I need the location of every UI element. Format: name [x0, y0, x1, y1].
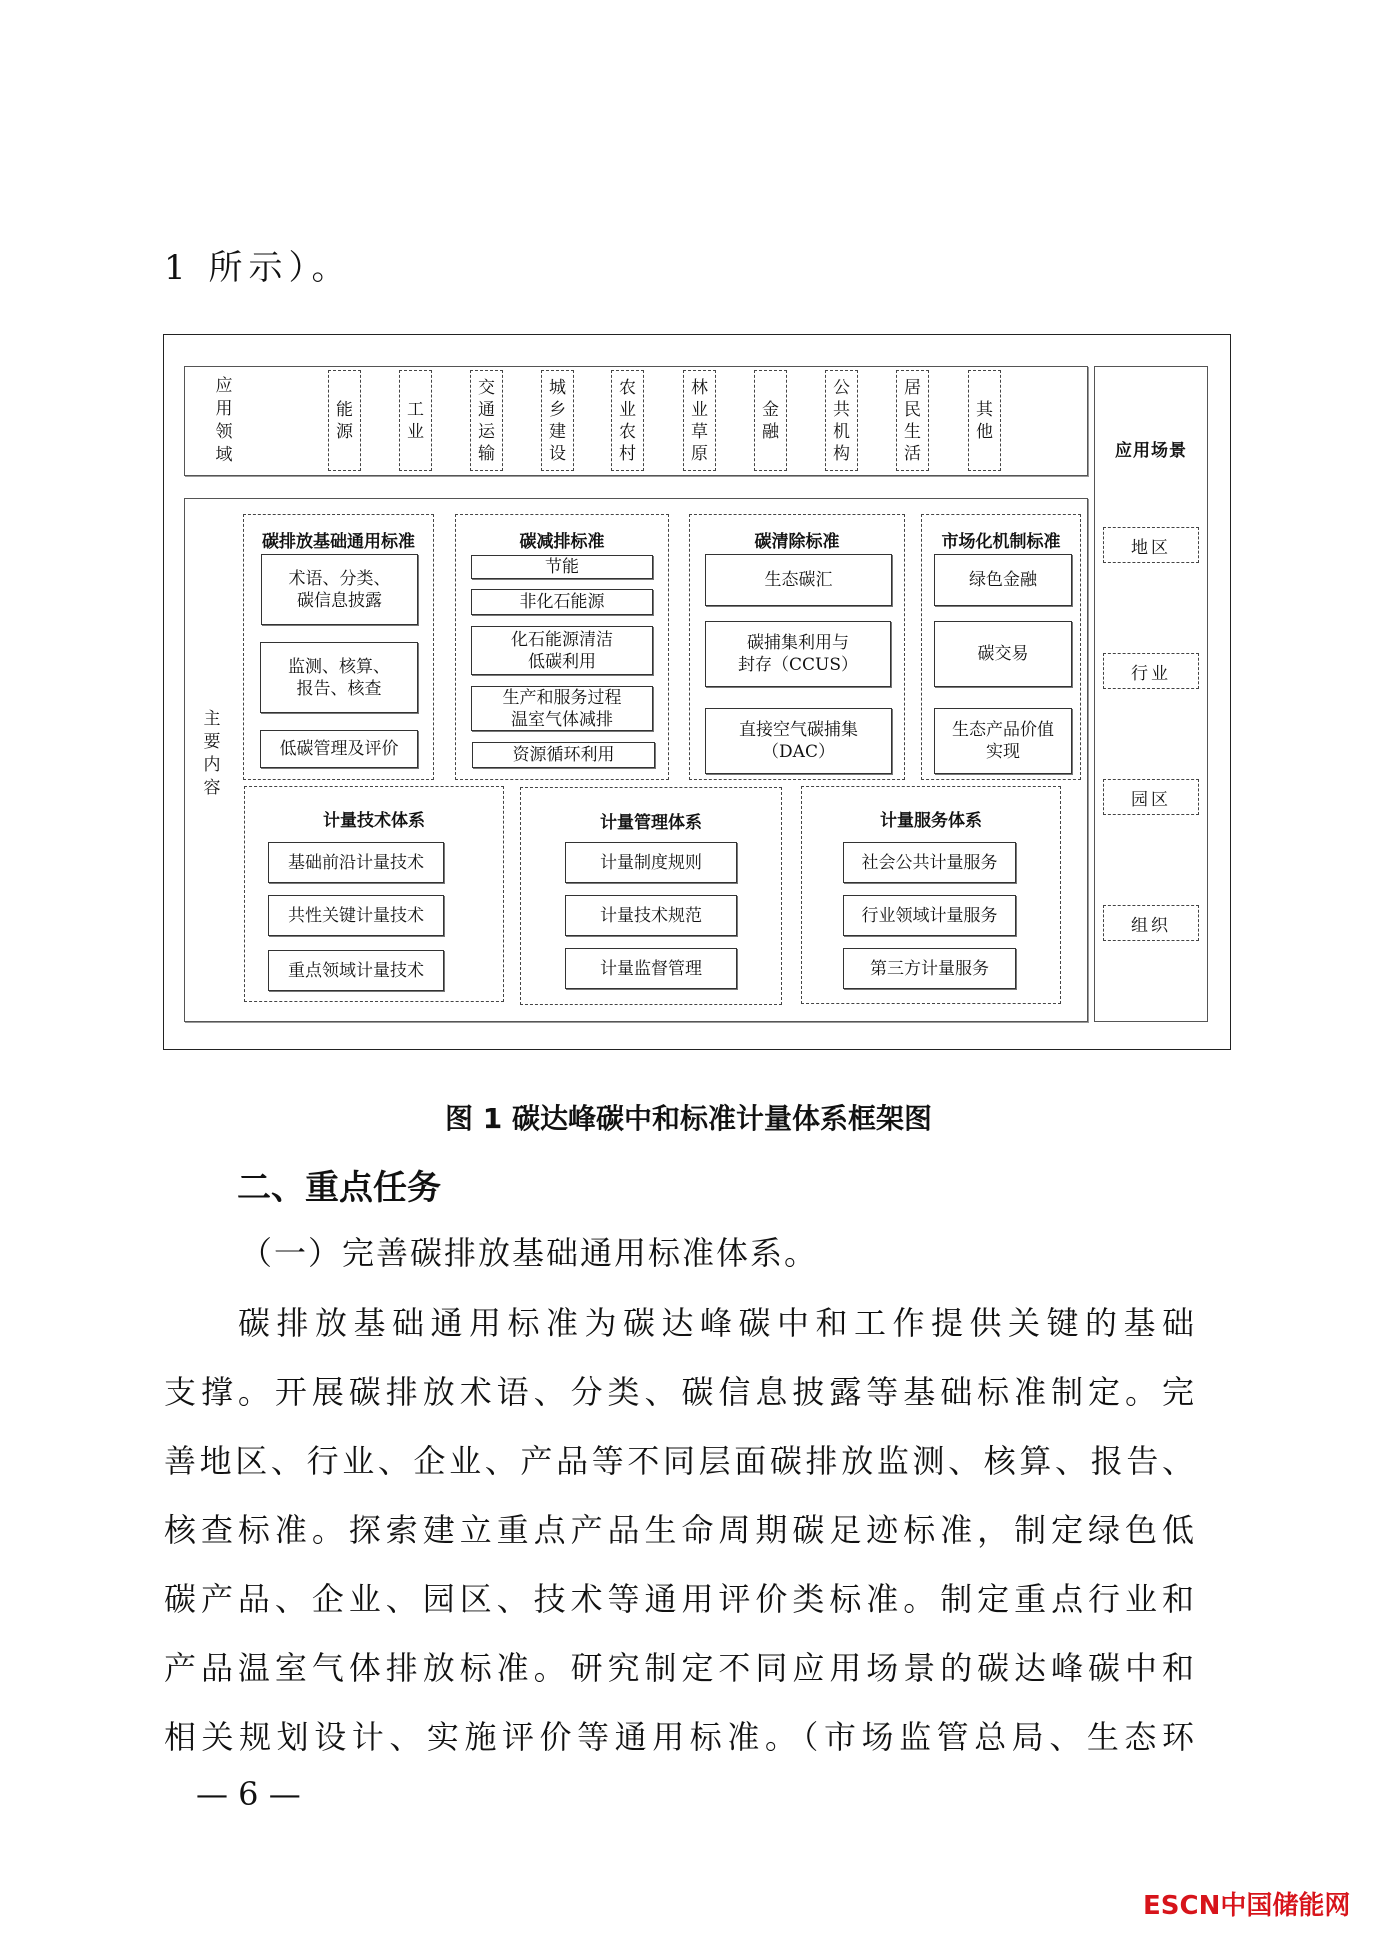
- metrology-item: 重点领域计量技术: [268, 950, 444, 991]
- standard-item: 绿色金融: [934, 554, 1072, 606]
- main-label-text: 主要内容: [203, 709, 221, 798]
- domain-item: [896, 370, 929, 471]
- paragraph-line: 碳排放基础通用标准为碳达峰碳中和工作提供关键的基础: [238, 1304, 1194, 1342]
- domain-item-text: 金融: [762, 399, 779, 442]
- metrology-item: 计量技术规范: [565, 895, 737, 936]
- domain-item: [825, 370, 858, 471]
- metrology-item: 第三方计量服务: [843, 948, 1016, 989]
- domain-item-text: 林业草原: [691, 377, 708, 464]
- paragraph-line: 碳产品、企业、园区、技术等通用评价类标准。制定重点行业和: [164, 1580, 1194, 1618]
- standard-item: 节能: [471, 555, 653, 579]
- group-title: 碳清除标准: [754, 532, 840, 552]
- subsection-heading: （一）完善碳排放基础通用标准体系。: [240, 1234, 819, 1272]
- domain-item: [611, 370, 644, 471]
- domain-label: [214, 375, 234, 467]
- domain-item-text: 农业农村: [619, 377, 636, 464]
- domain-label-text: 应用领域: [215, 376, 233, 465]
- metrology-item: 行业领域计量服务: [843, 895, 1016, 936]
- standard-item: 资源循环利用: [472, 742, 655, 768]
- paragraph-line: 善地区、行业、企业、产品等不同层面碳排放监测、核算、报告、: [164, 1442, 1194, 1480]
- scene-item: 地区: [1103, 527, 1199, 563]
- paragraph-line: 支撑。开展碳排放术语、分类、碳信息披露等基础标准制定。完: [164, 1373, 1194, 1411]
- paragraph-line: 相关规划设计、实施评价等通用标准。（市场监管总局、生态环: [164, 1718, 1194, 1756]
- standard-item: 生产和服务过程 温室气体减排: [471, 686, 653, 731]
- metrology-item: 基础前沿计量技术: [268, 842, 444, 883]
- metrology-item: 计量制度规则: [565, 842, 737, 883]
- scene-label: 应用场景: [1115, 441, 1187, 461]
- lead-text: 1 所示）。: [164, 248, 352, 288]
- standard-item: 碳捕集利用与 封存（CCUS）: [705, 621, 891, 687]
- domain-item: [470, 370, 503, 471]
- standard-item: 监测、核算、 报告、核查: [260, 642, 418, 713]
- domain-item: [754, 370, 787, 471]
- domain-item: [399, 370, 432, 471]
- standard-item: 生态碳汇: [705, 554, 892, 606]
- domain-item-text: 能源: [336, 399, 353, 442]
- group-title: 碳排放基础通用标准: [262, 532, 415, 552]
- standard-item: 直接空气碳捕集 （DAC）: [705, 708, 892, 774]
- group-title: 碳减排标准: [519, 532, 605, 552]
- watermark-logo: ESCN中国储能网: [1143, 1891, 1351, 1921]
- domain-item-text: 城乡建设: [549, 377, 566, 464]
- domain-item-text: 其他: [976, 399, 993, 442]
- domain-item-text: 交通运输: [478, 377, 495, 464]
- domain-item: [968, 370, 1001, 471]
- domain-item: [328, 370, 361, 471]
- standard-item: 化石能源清洁 低碳利用: [471, 626, 653, 675]
- domain-item: [683, 370, 716, 471]
- paragraph-line: 产品温室气体排放标准。研究制定不同应用场景的碳达峰碳中和: [164, 1649, 1194, 1687]
- standard-item: 碳交易: [934, 621, 1072, 687]
- metrology-item: 社会公共计量服务: [843, 842, 1016, 883]
- scene-item: 行业: [1103, 653, 1199, 689]
- main-label: [202, 708, 222, 800]
- paragraph-line: 核查标准。探索建立重点产品生命周期碳足迹标准，制定绿色低: [164, 1511, 1194, 1549]
- page-number: — 6 —: [196, 1775, 301, 1813]
- metrology-item: 计量监督管理: [565, 948, 737, 989]
- metrology-item: 共性关键计量技术: [268, 895, 444, 936]
- domain-item: [541, 370, 574, 471]
- domain-item-text: 公共机构: [833, 377, 850, 464]
- standard-item: 低碳管理及评价: [260, 730, 418, 768]
- standard-item: 非化石能源: [471, 589, 653, 615]
- domain-item-text: 工业: [407, 399, 424, 442]
- group-title: 市场化机制标准: [941, 532, 1061, 552]
- scene-item: 组织: [1103, 905, 1199, 941]
- section-heading: 二、重点任务: [237, 1168, 441, 1208]
- scene-item: 园区: [1103, 779, 1199, 815]
- group-title: 计量服务体系: [880, 811, 982, 831]
- standard-item: 生态产品价值 实现: [934, 708, 1072, 774]
- group-title: 计量管理体系: [600, 813, 702, 833]
- group-title: 计量技术体系: [323, 811, 425, 831]
- domain-item-text: 居民生活: [904, 377, 921, 464]
- standard-item: 术语、分类、 碳信息披露: [261, 554, 418, 625]
- figure-caption: 图 1 碳达峰碳中和标准计量体系框架图: [445, 1102, 932, 1135]
